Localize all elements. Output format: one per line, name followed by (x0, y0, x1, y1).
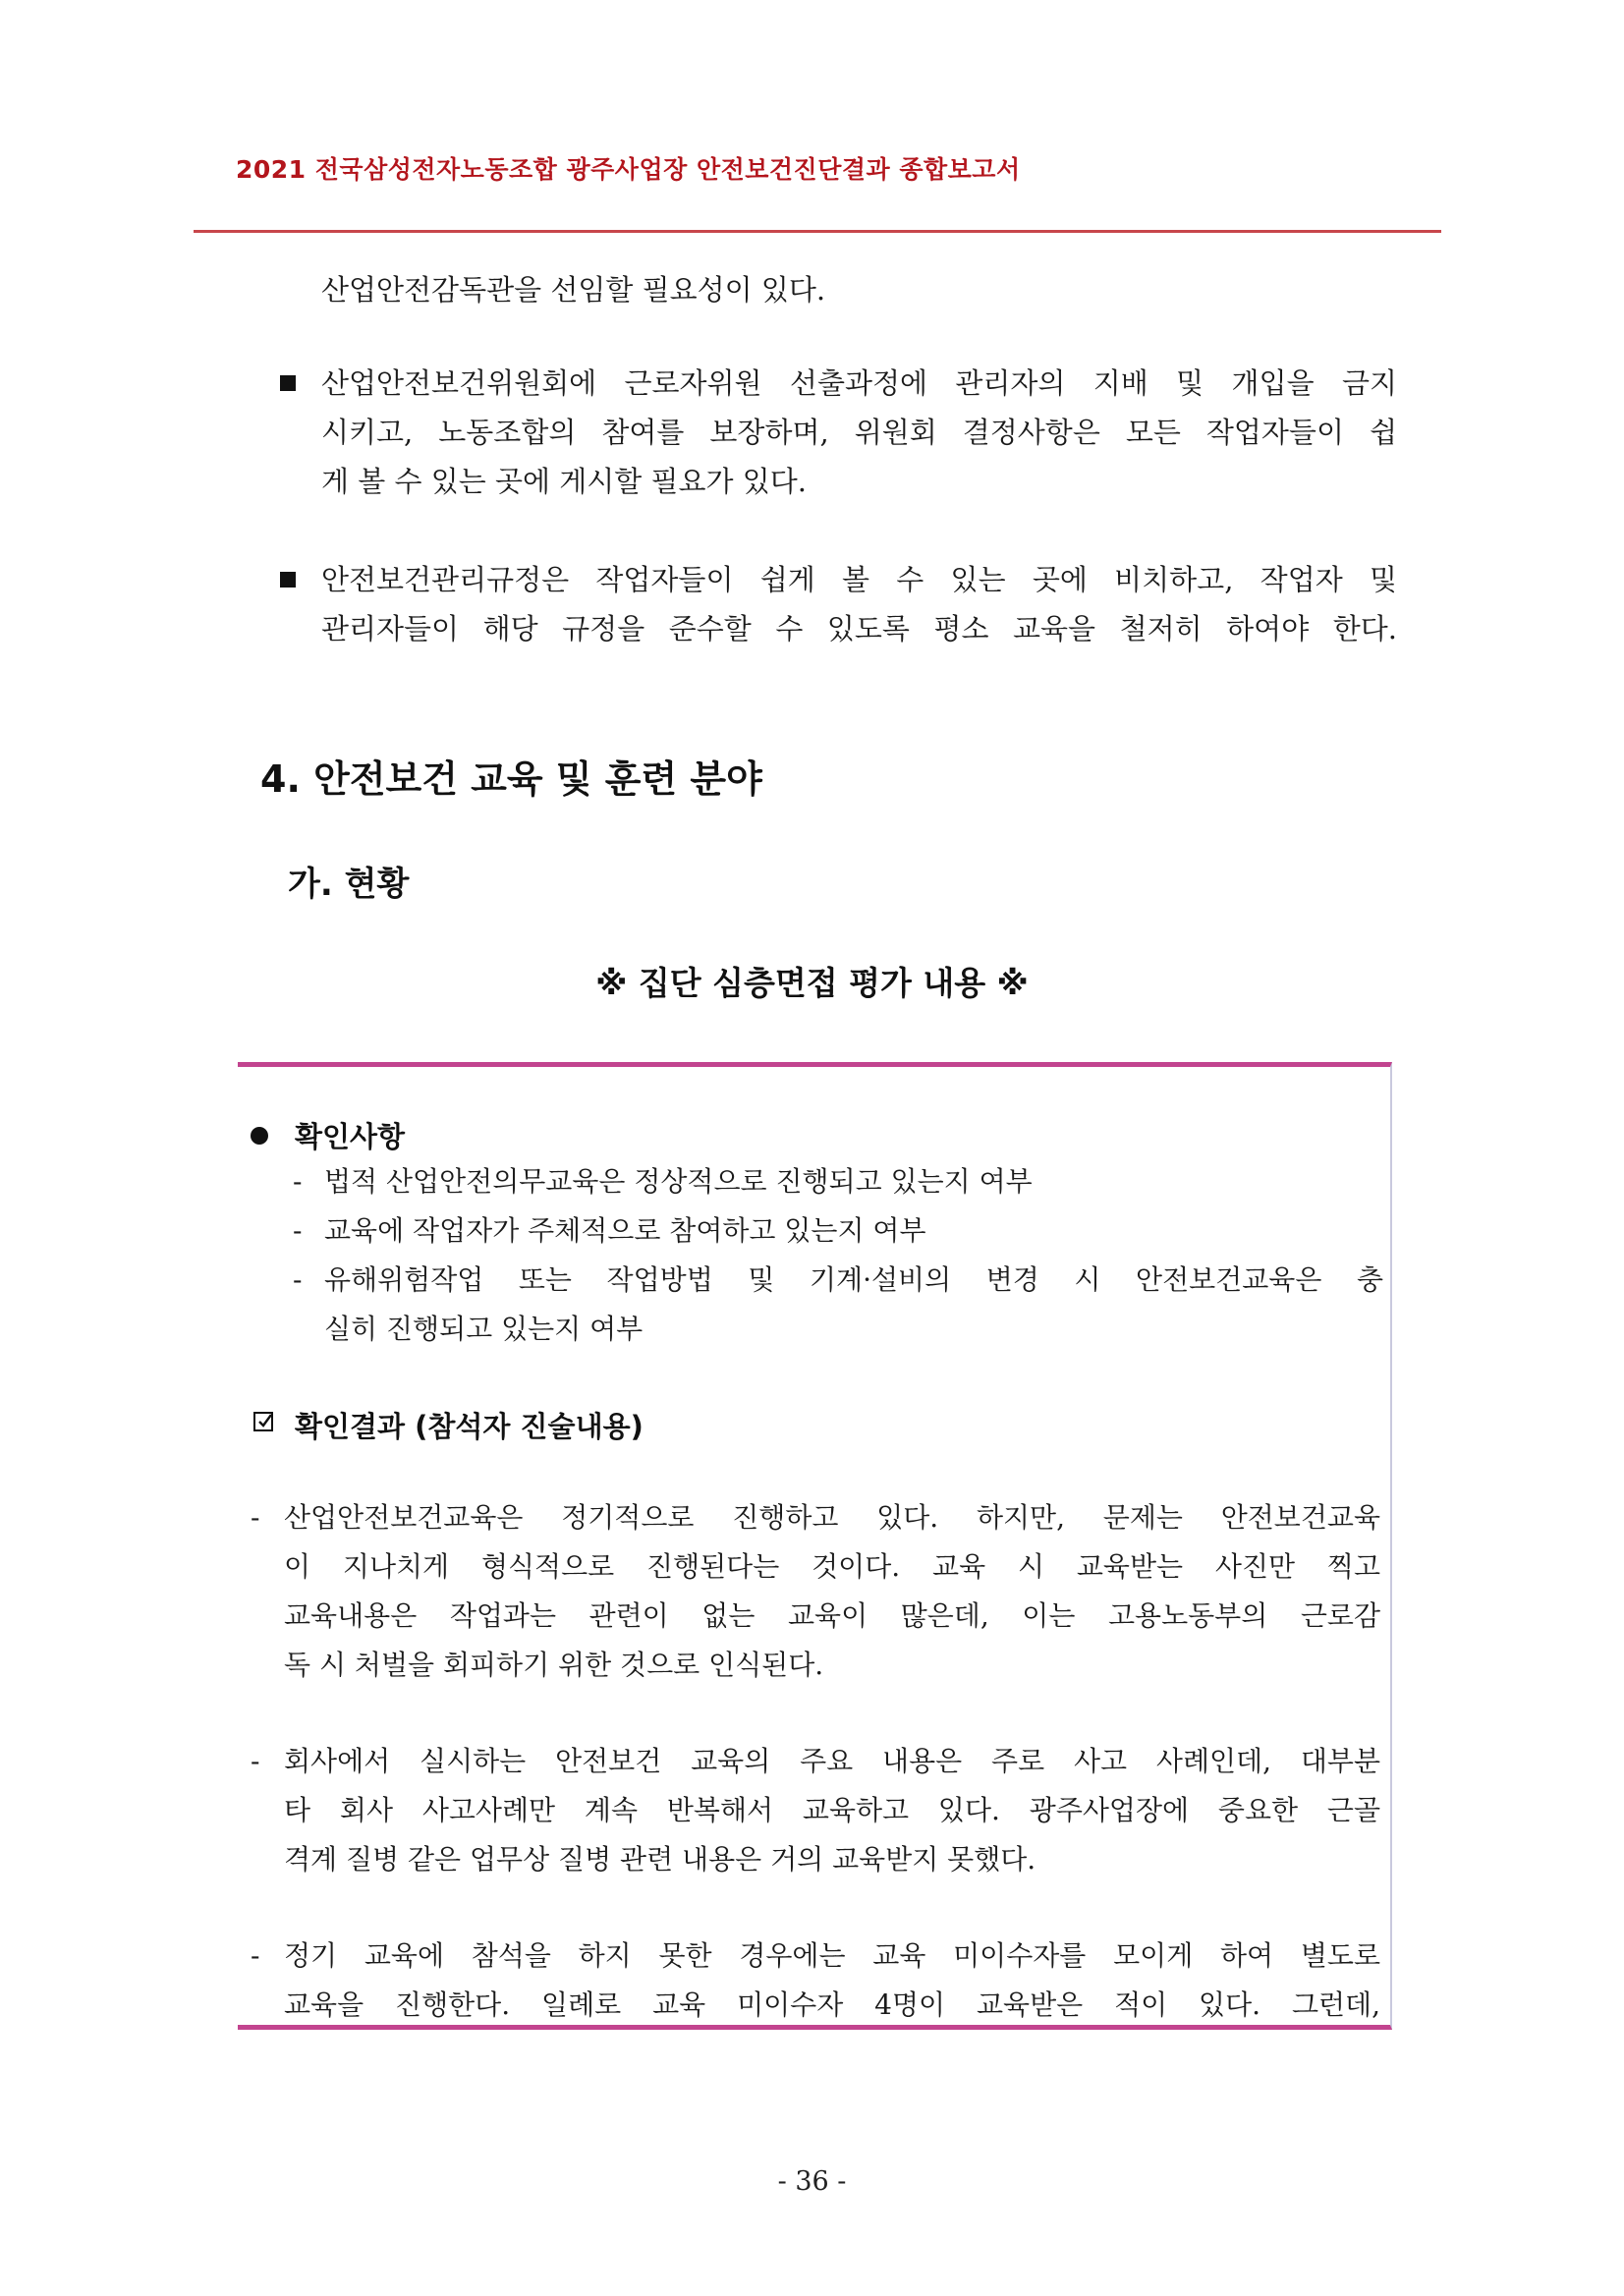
bullet-paragraph-2 (321, 555, 1397, 653)
section-heading: 4. 안전보건 교육 및 훈련 분야 (260, 757, 762, 801)
result-statement-3 (251, 1932, 1380, 2030)
dash-marker: - (251, 1745, 260, 1777)
list-item (293, 1157, 1383, 1206)
dash-marker: - (293, 1214, 303, 1247)
bullet-1-line: 산업안전보건위원회에 근로자위원 선출과정에 관리자의 지배 및 개입을 금지 (321, 366, 1397, 400)
bullet-1-line: 시키고, 노동조합의 참여를 보장하며, 위원회 결정사항은 모든 작업자들이 쉽 (321, 416, 1397, 449)
bullet-paragraph-1 (321, 359, 1397, 506)
check-items-list (293, 1157, 1383, 1354)
dash-marker: - (251, 1939, 260, 1972)
continuation-text: 산업안전감독관을 선임할 필요성이 있다. (321, 273, 826, 307)
result-line: 타 회사 사고사례만 계속 반복해서 교육하고 있다. 광주사업장에 중요한 근골 (284, 1794, 1380, 1826)
result-line: 이 지나치게 형식적으로 진행된다는 것이다. 교육 시 교육받는 사진만 찍고 (284, 1550, 1380, 1583)
interview-title: ※ 집단 심층면접 평가 내용 ※ (595, 964, 1029, 1002)
result-statement-2 (251, 1737, 1380, 1884)
subsection-heading: 가. 현황 (288, 865, 410, 904)
report-header-title: 2021 전국삼성전자노동조합 광주사업장 안전보건진단결과 종합보고서 (236, 155, 1021, 184)
dash-marker: - (251, 1501, 260, 1534)
checkbox-checked-icon (253, 1412, 273, 1431)
list-item (251, 1932, 1380, 2030)
result-statement-1 (251, 1493, 1380, 1690)
result-line: 교육내용은 작업과는 관련이 없는 교육이 많은데, 이는 고용노동부의 근로감 (284, 1599, 1380, 1632)
bullet-1-line: 게 볼 수 있는 곳에 게시할 필요가 있다. (321, 465, 807, 498)
dash-marker: - (293, 1263, 303, 1296)
square-bullet-icon (280, 572, 296, 588)
list-item (293, 1256, 1383, 1354)
results-heading: 확인결과 (참석자 진술내용) (295, 1410, 644, 1443)
bullet-2-line: 안전보건관리규정은 작업자들이 쉽게 볼 수 있는 곳에 비치하고, 작업자 및 (321, 563, 1397, 596)
square-bullet-icon (280, 375, 296, 391)
result-line: 정기 교육에 참석을 하지 못한 경우에는 교육 미이수자를 모이게 하여 별도로 (284, 1939, 1380, 1972)
result-line: 독 시 처벌을 회피하기 위한 것으로 인식된다. (284, 1649, 824, 1681)
circle-bullet-icon (251, 1127, 268, 1145)
list-item-text: 유해위험작업 또는 작업방법 및 기계·설비의 변경 시 안전보건교육은 충 (324, 1263, 1383, 1296)
list-item-text: 실히 진행되고 있는지 여부 (324, 1313, 644, 1345)
result-line: 회사에서 실시하는 안전보건 교육의 주요 내용은 주로 사고 사례인데, 대부분 (284, 1745, 1380, 1777)
result-line: 격계 질병 같은 업무상 질병 관련 내용은 거의 교육받지 못했다. (284, 1843, 1036, 1876)
result-line: 교육을 진행한다. 일례로 교육 미이수자 4명이 교육받은 적이 있다. 그런데, (284, 1988, 1380, 2021)
page-number: - 36 - (777, 2166, 847, 2197)
list-item (251, 1493, 1380, 1690)
check-items-heading: 확인사항 (295, 1120, 406, 1153)
result-line: 산업안전보건교육은 정기적으로 진행하고 있다. 하지만, 문제는 안전보건교육 (284, 1501, 1380, 1534)
list-item (251, 1737, 1380, 1884)
list-item-text: 법적 산업안전의무교육은 정상적으로 진행되고 있는지 여부 (324, 1165, 1033, 1198)
dash-marker: - (293, 1165, 303, 1198)
list-item-text: 교육에 작업자가 주체적으로 참여하고 있는지 여부 (324, 1214, 926, 1247)
header-divider (194, 230, 1441, 233)
bullet-2-line: 관리자들이 해당 규정을 준수할 수 있도록 평소 교육을 철저히 하여야 한다. (321, 612, 1397, 645)
list-item (293, 1206, 1383, 1256)
